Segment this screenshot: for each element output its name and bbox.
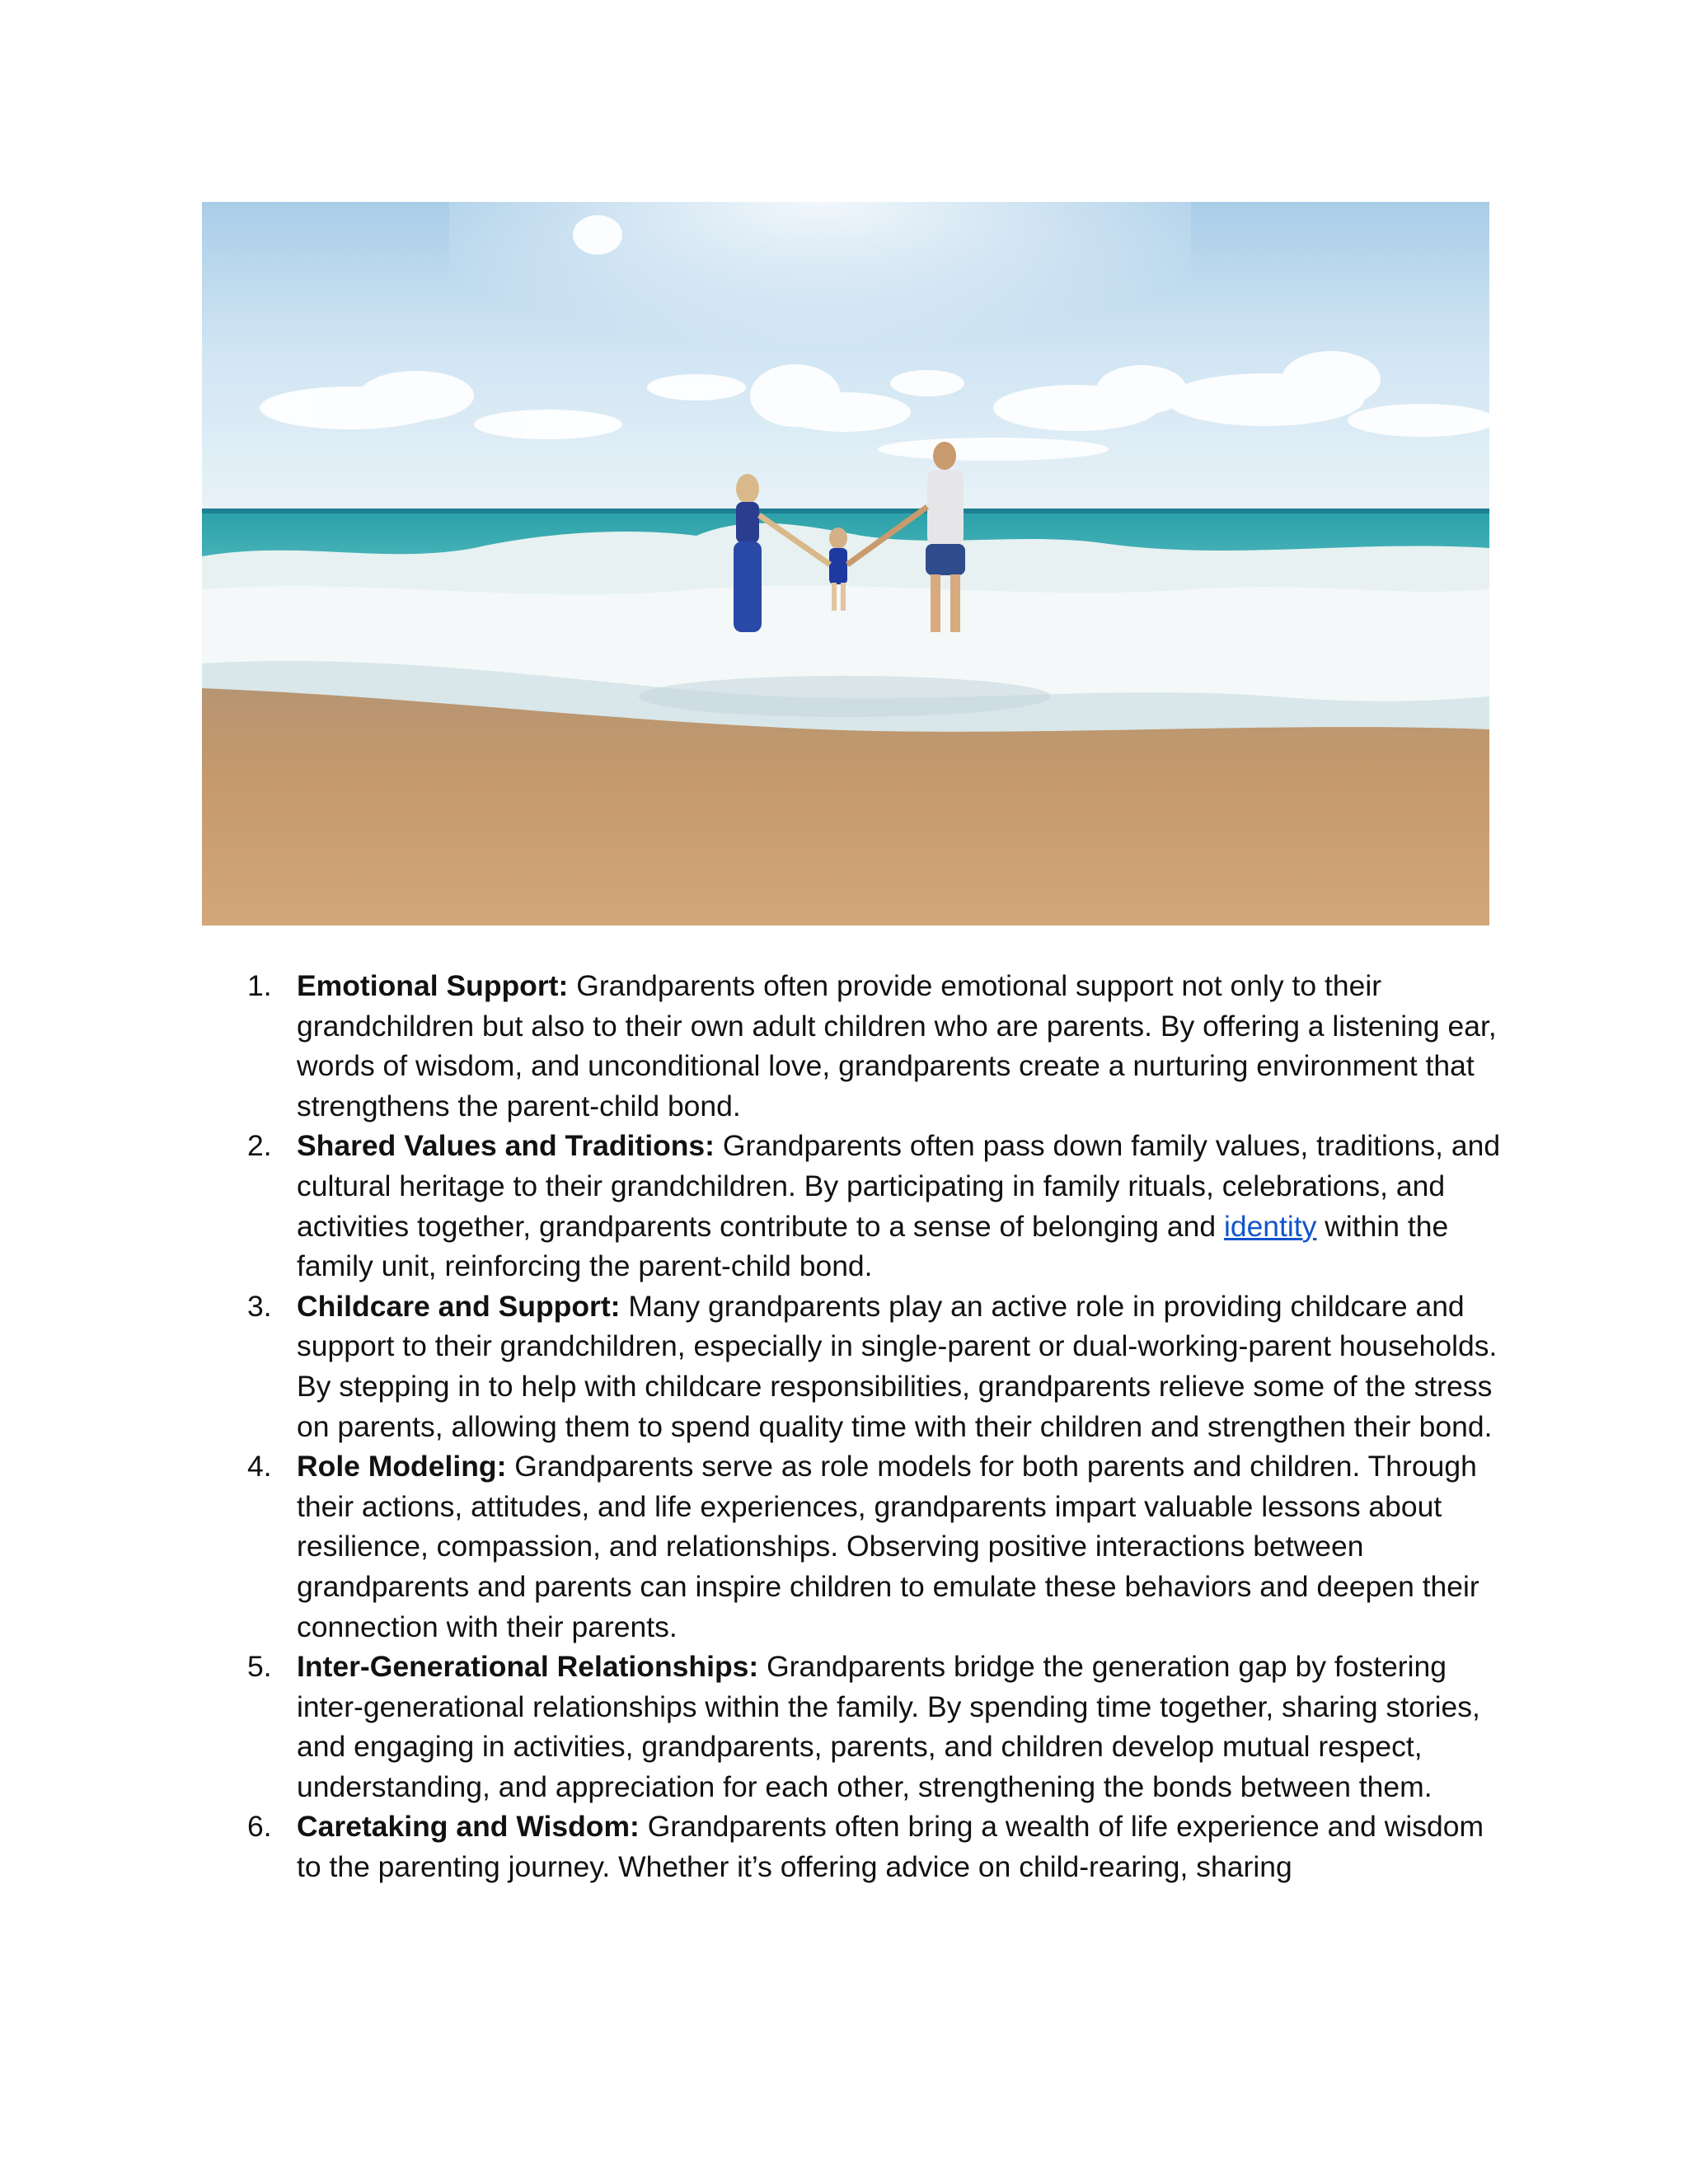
item-text: Grandparents serve as role models for both parents and children. Through their actions, attitudes, and life experiences, grandparents impart valuable lessons about resilience, compassion, and relationships. Observing positive interactions between grandparents and parents can inspire children to emulate these behaviors and deepen their connection with their parents. — [297, 1450, 1479, 1643]
item-title: Inter-Generational Relationships: — [297, 1650, 759, 1684]
item-text: Grandparents often pass down family values, traditions, and cultural heritage to their grandchildren. By participating in family rituals, celebrations, and activities together, grandparents contribute to a sense of belonging and — [297, 1129, 1501, 1243]
item-text: Grandparents bridge the generation gap by fostering inter-generational relationships within the family. By spending time together, sharing stories, and engaging in activities, grandparents, parents, and children develop mutual respect, understanding, and appreciation for each other, strengthening the bonds between them. — [297, 1650, 1480, 1803]
list-number: 3. — [247, 1289, 272, 1323]
list-number: 6. — [247, 1810, 272, 1844]
identity-link[interactable]: identity — [1223, 1209, 1317, 1243]
list-item — [239, 1126, 1508, 1286]
list-item — [239, 1807, 1508, 1886]
list-number: 4. — [247, 1450, 272, 1483]
item-text: within the family unit, reinforcing the parent-child bond. — [297, 1209, 1449, 1283]
item-title: Role Modeling: — [297, 1450, 507, 1483]
item-title: Emotional Support: — [297, 969, 569, 1002]
list-number: 2. — [247, 1129, 272, 1163]
grandparents-list — [239, 966, 1508, 1887]
item-text: Grandparents often bring a wealth of life experience and wisdom to the parenting journey. Whether it’s offering advice on child-rearing, sharing — [297, 1810, 1484, 1884]
list-item — [239, 966, 1508, 1126]
list-item — [239, 1286, 1508, 1446]
list-item — [239, 1647, 1508, 1807]
list-number: 1. — [247, 969, 272, 1002]
list-number: 5. — [247, 1650, 272, 1684]
item-title: Shared Values and Traditions: — [297, 1129, 715, 1163]
beach-family-photo — [202, 202, 1489, 926]
item-title: Caretaking and Wisdom: — [297, 1810, 640, 1844]
item-title: Childcare and Support: — [297, 1289, 621, 1323]
beach-family-icon — [202, 202, 1489, 926]
item-text: Grandparents often provide emotional support not only to their grandchildren but also to their own adult children who are parents. By offering a listening ear, words of wisdom, and unconditional love, grandparents create a nurturing environment that strengthens the parent-child bond. — [297, 969, 1497, 1122]
list-item — [239, 1446, 1508, 1647]
item-text: Many grandparents play an active role in providing childcare and support to their grandchildren, especially in single-parent or dual-working-parent households. By stepping in to help with childcare responsibilities, grandparents relieve some of the stress on parents, allowing them to spend quality time with their children and strengthen their bond. — [297, 1289, 1498, 1443]
